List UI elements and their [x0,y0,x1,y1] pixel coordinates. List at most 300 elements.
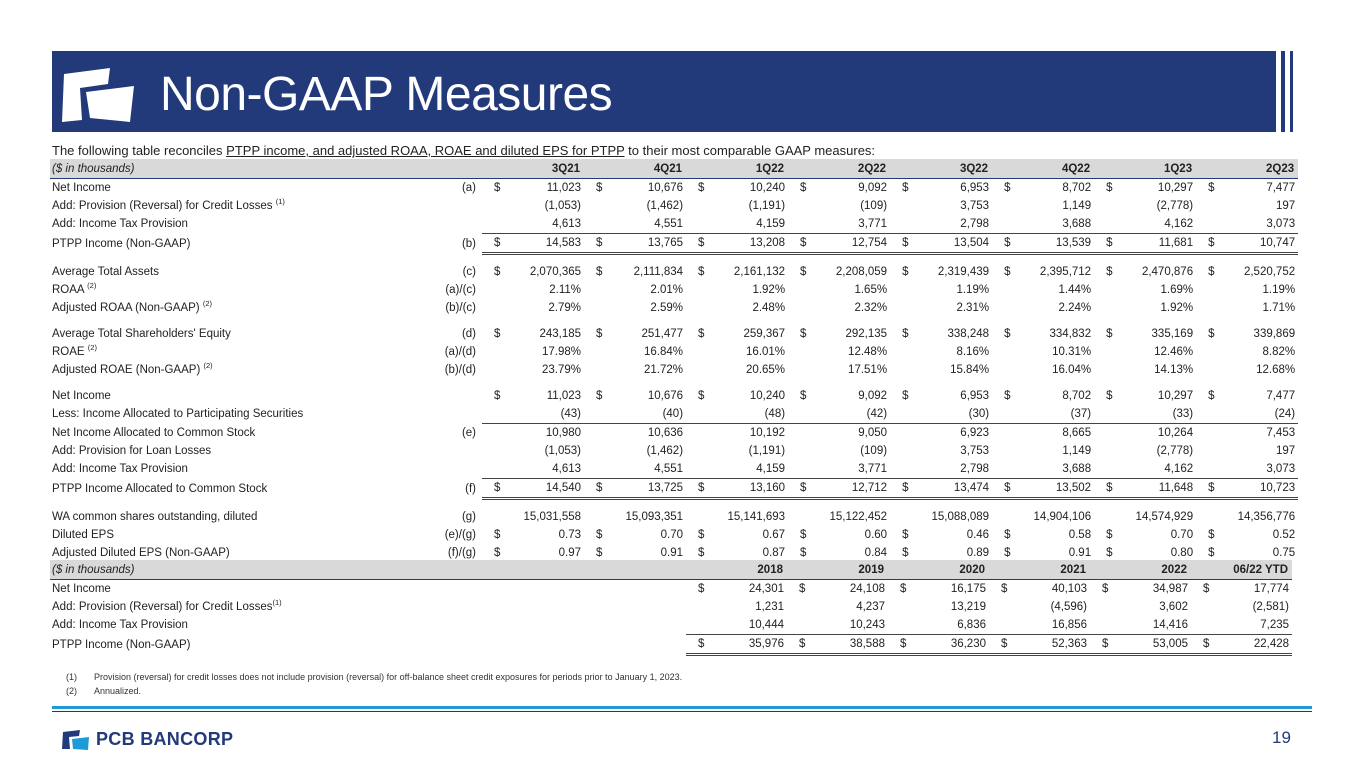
value-cell: 13,765 [608,234,686,254]
row-label-text: Add: Income Tax Provision [52,619,188,632]
value-cell: 10,747 [1220,234,1298,254]
currency-symbol [1094,361,1118,379]
currency-symbol [788,281,812,299]
value-cell: 4,237 [856,601,885,613]
value-cell: 0.91 [1068,547,1092,559]
currency-symbol: $ [698,390,705,402]
spacer-cell [50,317,1298,325]
value-cell: 20.65% [746,364,786,376]
currency-symbol: $ [1208,529,1215,541]
footnote-marker: (1) [272,598,282,608]
currency-symbol [890,460,914,479]
value-cell: (42) [812,405,890,424]
row-label-text: Add: Provision (Reversal) for Credit Losses [52,200,273,212]
currency-symbol: $ [596,328,603,340]
value-cell: 0.70 [660,529,684,541]
currency-symbol [1196,215,1220,234]
row-label [50,299,420,317]
row-label-text: PTPP Income (Non-GAAP) [52,638,191,651]
table-row [50,281,1298,299]
page-number: 19 [1272,728,1291,747]
currency-symbol: $ [584,479,608,499]
currency-symbol [686,343,710,361]
currency-symbol [482,197,506,215]
currency-symbol [686,460,710,479]
value-cell: 0.80 [1170,547,1194,559]
value-cell: 1,149 [1062,200,1092,212]
row-spacer [50,379,1298,387]
value-cell: 4,162 [1118,460,1196,479]
currency-symbol: $ [482,234,506,254]
currency-symbol [788,442,812,460]
value-cell: 17,774 [1253,583,1290,595]
spacer-cell [50,499,1298,509]
value-cell: 10,240 [749,390,786,402]
value-cell: 2,395,712 [1039,266,1092,278]
footnote-marker: (1) [275,197,285,207]
currency-symbol [686,442,710,460]
row-formula-ref: (a)/(c) [445,284,476,296]
value-cell: 14,540 [506,479,584,499]
footnote-2: (2) Annualized. [66,686,142,696]
value-cell: 16.04% [1052,364,1092,376]
column-header-period: 2021 [989,560,1090,580]
footnote-marker: (2) [202,299,213,309]
currency-symbol: $ [596,182,603,194]
currency-symbol [1196,281,1220,299]
currency-symbol [787,616,811,635]
value-cell: (4,596) [1050,601,1087,613]
currency-symbol: $ [686,234,710,254]
value-cell: 16,856 [1013,616,1090,635]
value-cell: 12.48% [848,346,888,358]
row-label [50,197,420,215]
currency-symbol [890,343,914,361]
currency-symbol: $ [482,479,506,499]
value-cell: 10,676 [647,390,684,402]
intro-text [52,143,875,158]
currency-symbol: $ [1196,479,1220,499]
value-cell: 22,428 [1215,635,1292,655]
value-cell: 40,103 [1051,583,1087,595]
value-cell: 0.91 [660,547,684,559]
currency-symbol: $ [596,390,603,402]
value-cell: 8.16% [956,346,990,358]
value-cell: 10,444 [710,616,787,635]
row-spacer [50,317,1298,325]
currency-symbol [482,424,506,443]
value-cell: 11,648 [1118,479,1196,499]
value-cell: 338,248 [947,328,990,340]
row-label-text: PTPP Income Allocated to Common Stock [52,482,268,495]
column-header-label: ($ in thousands) [50,159,482,179]
currency-symbol [788,424,812,443]
value-cell: 2,798 [914,460,992,479]
row-label [50,424,420,443]
currency-symbol [989,616,1013,635]
value-cell: (109) [860,445,888,457]
row-formula-ref: (d) [461,328,476,340]
currency-symbol [1094,460,1118,479]
currency-symbol: $ [1208,182,1215,194]
value-cell: 11,023 [546,390,582,402]
value-cell: 36,230 [912,635,989,655]
currency-symbol: $ [1102,583,1109,595]
value-cell: 0.58 [1068,529,1092,541]
table-row [50,580,1292,599]
row-formula-ref [420,460,482,479]
bank-logo-small-icon [62,728,90,750]
value-cell: 0.97 [558,547,582,559]
currency-symbol: $ [788,479,812,499]
currency-symbol [890,281,914,299]
row-formula-ref [420,405,482,424]
currency-symbol [992,442,1016,460]
currency-symbol: $ [1191,635,1215,655]
currency-symbol [890,508,914,526]
currency-symbol [686,361,710,379]
value-cell: 10.31% [1052,346,1092,358]
value-cell: 10,723 [1220,479,1298,499]
footnote-marker: (2) [203,361,213,371]
table-row [50,526,1298,544]
currency-symbol [686,616,710,635]
column-header-period: 2022 [1090,560,1191,580]
currency-symbol: $ [686,479,710,499]
value-cell: 13,504 [914,234,992,254]
value-cell: 3,771 [812,215,890,234]
currency-symbol [482,215,506,234]
currency-symbol: $ [800,547,807,559]
table-header-row [50,159,1298,179]
currency-symbol: $ [890,234,914,254]
currency-symbol [1090,616,1114,635]
footer-divider [52,706,1312,709]
currency-symbol [686,299,710,317]
value-cell: 2.11% [549,284,582,296]
currency-symbol: $ [800,529,807,541]
page-title: Non-GAAP Measures [160,68,613,121]
currency-symbol [1196,405,1220,424]
currency-symbol: $ [584,234,608,254]
table-row [50,299,1298,317]
row-label [50,526,420,544]
row-label-text: Diluted EPS [52,529,115,541]
footnote-marker: (2) [87,281,97,291]
value-cell: 1.69% [1160,284,1194,296]
value-cell: 2.31% [956,302,990,314]
value-cell: 251,477 [641,328,684,340]
value-cell: (1,053) [544,200,582,212]
value-cell: 0.73 [558,529,582,541]
value-cell: 9,050 [858,427,888,439]
currency-symbol: $ [698,529,705,541]
table-row [50,263,1298,281]
currency-symbol [686,405,710,424]
footnote-1: (1) Provision (reversal) for credit losses does not include provision (reversal) for off-balance sheet credit exposures for periods prior to January 1, 2023. [66,672,683,682]
currency-symbol [1191,598,1215,616]
value-cell: 10,243 [811,616,888,635]
currency-symbol: $ [1004,182,1011,194]
row-label [50,343,420,361]
value-cell: 1,149 [1062,445,1092,457]
value-cell: 52,363 [1013,635,1090,655]
value-cell: 7,453 [1266,427,1296,439]
currency-symbol [584,361,608,379]
row-label-text: ROAA [52,284,84,296]
value-cell: 1.65% [854,284,888,296]
value-cell: 3,688 [1016,215,1094,234]
value-cell: 17.98% [542,346,582,358]
footer-brand [62,727,233,751]
currency-symbol: $ [1208,328,1215,340]
title-banner-stripe [1281,51,1285,132]
currency-symbol: $ [596,529,603,541]
row-label [50,508,420,526]
value-cell: 16,175 [950,583,986,595]
value-cell: 38,588 [811,635,888,655]
value-cell: 1.92% [752,284,786,296]
row-label-text: Add: Income Tax Provision [52,463,188,476]
row-label-text: Add: Provision (Reversal) for Credit Losses [52,601,273,613]
value-cell: 197 [1275,200,1296,212]
value-cell: 24,108 [849,583,885,595]
currency-symbol [584,508,608,526]
currency-symbol [992,215,1016,234]
value-cell: (37) [1016,405,1094,424]
row-label-text: PTPP Income (Non-GAAP) [52,237,191,250]
value-cell: 13,219 [950,601,986,613]
currency-symbol: $ [1203,583,1210,595]
row-label-text: Net Income [52,583,111,595]
row-label [50,361,420,379]
value-cell: 334,832 [1049,328,1092,340]
row-label [50,616,686,635]
value-cell: 14,416 [1114,616,1191,635]
value-cell: 259,367 [743,328,786,340]
currency-symbol [890,197,914,215]
value-cell: 3,753 [960,200,990,212]
value-cell: 8,702 [1062,182,1092,194]
value-cell: 4,613 [506,215,584,234]
value-cell: 2.48% [752,302,786,314]
table-row [50,635,1292,655]
table-header-row [50,560,1292,580]
currency-symbol [482,405,506,424]
currency-symbol [890,215,914,234]
value-cell: (1,462) [646,445,684,457]
value-cell: 197 [1275,445,1296,457]
table-row [50,179,1298,198]
value-cell: (1,191) [748,200,786,212]
currency-symbol [1090,598,1114,616]
intro-after: to their most comparable GAAP measures: [624,143,876,158]
value-cell: 0.70 [1170,529,1194,541]
currency-symbol [888,616,912,635]
currency-symbol [584,424,608,443]
currency-symbol [992,460,1016,479]
value-cell: 4,159 [710,215,788,234]
value-cell: (2,778) [1156,445,1194,457]
currency-symbol: $ [902,266,909,278]
value-cell: 13,539 [1016,234,1094,254]
column-header-period: 2Q22 [788,159,890,179]
currency-symbol [584,215,608,234]
value-cell: 2,208,059 [835,266,888,278]
row-label-text: Adjusted ROAE (Non-GAAP) [52,364,201,376]
value-cell: 4,159 [710,460,788,479]
column-header-period: 4Q21 [584,159,686,179]
currency-symbol [686,598,710,616]
row-label [50,387,420,405]
currency-symbol [1094,442,1118,460]
row-label [50,179,420,198]
currency-symbol [890,361,914,379]
value-cell: 2.32% [854,302,888,314]
value-cell: 4,613 [506,460,584,479]
row-label-text: Average Total Assets [52,266,159,278]
value-cell: 11,681 [1118,234,1196,254]
currency-symbol: $ [800,266,807,278]
currency-symbol [482,361,506,379]
value-cell: 6,923 [960,427,990,439]
value-cell: 15,093,351 [625,511,684,523]
currency-symbol [787,598,811,616]
row-label [50,325,420,343]
currency-symbol: $ [1004,328,1011,340]
value-cell: 1.44% [1058,284,1092,296]
value-cell: 7,235 [1215,616,1292,635]
currency-symbol: $ [1106,328,1113,340]
currency-symbol [1094,508,1118,526]
value-cell: 1.19% [956,284,990,296]
currency-symbol: $ [902,390,909,402]
value-cell: 0.67 [762,529,786,541]
currency-symbol [992,405,1016,424]
value-cell: (2,581) [1252,601,1290,613]
currency-symbol: $ [1208,266,1215,278]
row-label [50,281,420,299]
currency-symbol: $ [902,547,909,559]
row-label-text: Net Income [52,182,111,194]
value-cell: 2.24% [1058,302,1092,314]
currency-symbol [1196,460,1220,479]
value-cell: 14.13% [1154,364,1194,376]
row-label-text: Average Total Shareholders' Equity [52,328,231,340]
currency-symbol [992,508,1016,526]
currency-symbol [686,197,710,215]
table-row [50,361,1298,379]
row-label [50,215,420,234]
value-cell: 3,688 [1016,460,1094,479]
currency-symbol [992,343,1016,361]
value-cell: 0.52 [1272,529,1296,541]
currency-symbol [1196,361,1220,379]
currency-symbol: $ [596,547,603,559]
value-cell: 7,477 [1266,182,1296,194]
table-row [50,460,1298,479]
value-cell: 10,192 [749,427,786,439]
value-cell: 13,725 [608,479,686,499]
currency-symbol [482,460,506,479]
table-row [50,616,1292,635]
brand-name: PCB BANCORP [96,728,234,749]
value-cell: (109) [860,200,888,212]
currency-symbol [482,508,506,526]
table-row [50,598,1292,616]
currency-symbol [788,508,812,526]
currency-symbol [584,299,608,317]
footnote-marker: (2) [87,343,97,353]
currency-symbol [1094,197,1118,215]
currency-symbol [686,424,710,443]
value-cell: 4,162 [1118,215,1196,234]
value-cell: 16.84% [644,346,684,358]
value-cell: 13,160 [710,479,788,499]
value-cell: 2,319,439 [937,266,990,278]
value-cell: 10,980 [545,427,582,439]
footer-divider-thin [52,711,1312,712]
row-label-text: Adjusted Diluted EPS (Non-GAAP) [52,547,230,559]
row-label [50,598,686,616]
value-cell: 1.19% [1262,284,1296,296]
table-row [50,387,1298,405]
column-header-period: 1Q22 [686,159,788,179]
value-cell: 4,551 [608,460,686,479]
value-cell: 9,092 [858,390,888,402]
column-header-period: 3Q21 [482,159,584,179]
value-cell: (24) [1220,405,1298,424]
currency-symbol: $ [1001,583,1008,595]
value-cell: 34,987 [1152,583,1188,595]
value-cell: 0.84 [864,547,888,559]
value-cell: 8.82% [1262,346,1296,358]
currency-symbol [686,508,710,526]
column-header-period: 2019 [787,560,888,580]
currency-symbol: $ [800,182,807,194]
value-cell: 3,753 [960,445,990,457]
table-row [50,234,1298,254]
title-banner-stripe [1290,51,1293,132]
column-header-period: 2020 [888,560,989,580]
value-cell: 15,031,558 [523,511,582,523]
currency-symbol [1191,616,1215,635]
value-cell: 9,092 [858,182,888,194]
currency-symbol [686,215,710,234]
currency-symbol [1094,299,1118,317]
table-row [50,215,1298,234]
currency-symbol: $ [494,390,501,402]
currency-symbol: $ [800,328,807,340]
row-formula-ref [420,387,482,405]
row-formula-ref [420,215,482,234]
currency-symbol [1196,343,1220,361]
value-cell: 6,953 [960,390,990,402]
value-cell: 1,231 [755,601,784,613]
currency-symbol: $ [989,635,1013,655]
currency-symbol: $ [494,529,501,541]
row-label-text: ROAE [52,346,85,358]
currency-symbol [686,281,710,299]
currency-symbol [584,460,608,479]
currency-symbol: $ [596,266,603,278]
currency-symbol [989,598,1013,616]
currency-symbol [788,299,812,317]
currency-symbol: $ [1106,182,1113,194]
currency-symbol [1196,424,1220,443]
column-header-period: 2Q23 [1196,159,1298,179]
value-cell: 21.72% [644,364,684,376]
